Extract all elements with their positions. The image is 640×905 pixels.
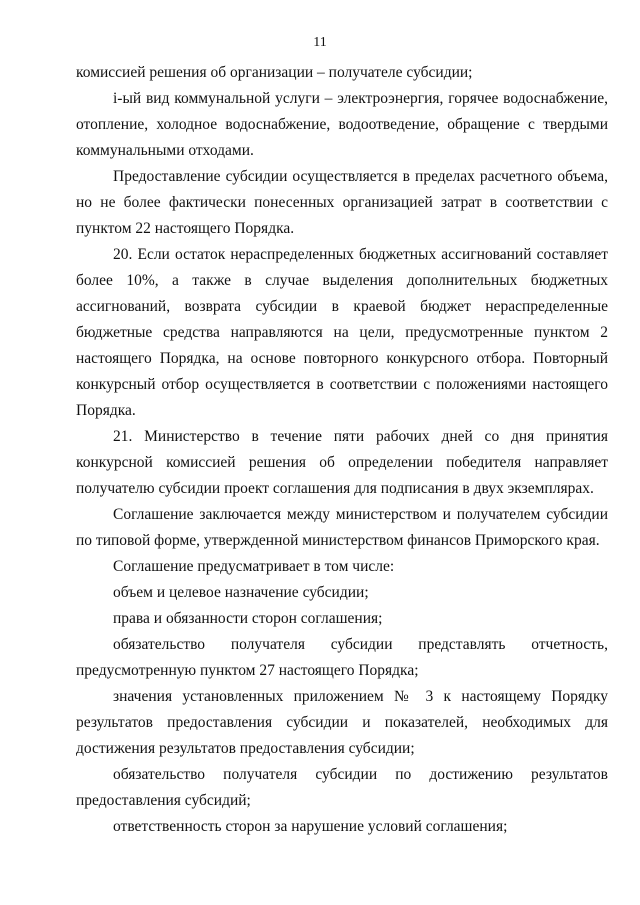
paragraph-subsidy-limit: Предоставление субсидии осуществляется в пределах расчетного объема, но не более фактически понесенных организацией затрат в соответствии с пунктом 22 настоящего Порядка.: [76, 168, 608, 237]
paragraph-continuation: комиссией решения об организации – получателе субсидии;: [76, 64, 473, 81]
paragraph-clause-20: 20. Если остаток нераспределенных бюджетных ассигнований составляет более 10%, а также в случае выделения дополнительных бюджетных ассигнований, возврата субсидии в краевой бюджет нераспределенные бюджетные средства направляются на цели, предусмотренные пунктом 2 настоящего Порядка, на основе повторного конкурсного отбора. Повторный конкурсный отбор осуществляется в соответствии с положениями настоящего Порядка.: [76, 246, 608, 419]
list-item-volume-purpose: объем и целевое назначение субсидии;: [113, 584, 369, 601]
paragraph-clause-21: 21. Министерство в течение пяти рабочих дней со дня принятия конкурсной комиссией решения об определении победителя направляет получателю субсидии проект соглашения для подписания в двух экземплярах.: [76, 428, 608, 497]
paragraph-utility-types: i-ый вид коммунальной услуги – электроэнергия, горячее водоснабжение, отопление, холодное водоснабжение, водоотведение, обращение с твердыми коммунальными отходами.: [76, 90, 608, 159]
paragraph-agreement-provides: Соглашение предусматривает в том числе:: [113, 558, 395, 575]
list-item-result-values: значения установленных приложением № 3 к настоящему Порядку результатов предоставления субсидии и показателей, необходимых для достижения результатов предоставления субсидии;: [76, 688, 608, 757]
paragraph-agreement-form: Соглашение заключается между министерством и получателем субсидии по типовой форме, утвержденной министерством финансов Приморского края.: [76, 506, 608, 549]
list-item-achievement-obligation: обязательство получателя субсидии по достижению результатов предоставления субсидий;: [76, 766, 608, 809]
list-item-rights-duties: права и обязанности сторон соглашения;: [113, 610, 383, 627]
list-item-reporting-obligation: обязательство получателя субсидии представлять отчетность, предусмотренную пунктом 27 настоящего Порядка;: [76, 636, 608, 679]
list-item-liability: ответственность сторон за нарушение условий соглашения;: [113, 818, 508, 835]
page-number: 11: [313, 35, 327, 50]
document-body: [76, 60, 608, 840]
